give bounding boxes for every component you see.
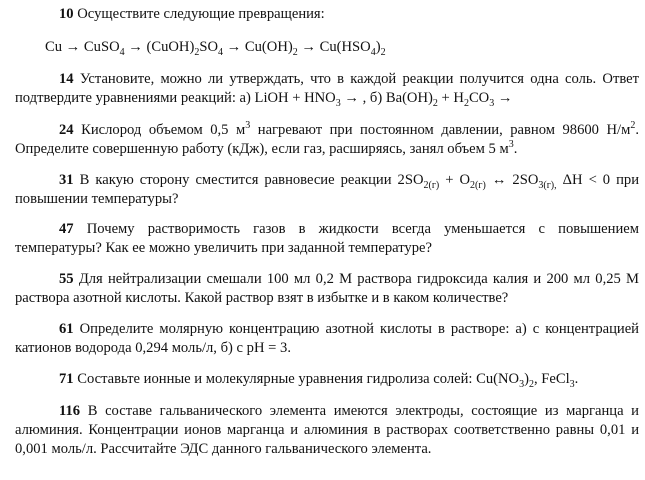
scheme-subscript: 4 (218, 46, 223, 58)
problem-24 (15, 121, 639, 159)
problem-text: Для нейтрализации смешали 100 мл 0,2 М раствора гидроксида калия и 200 мл 0,25 М раствора азотной кислоты. Какой раствор взят в избытке и в каком количестве? (15, 271, 639, 306)
problem-text: Определите молярную концентрацию азотной кислоты в растворе: а) с концентрацией катионов водорода 0,294 моль/л, б) с pH = 3. (15, 321, 639, 356)
problem-text-part: → (494, 90, 513, 106)
scheme-subscript: 2 (380, 46, 386, 58)
scheme-part: → Cu(OH) (223, 39, 293, 55)
problem-text: Кислород объемом 0,5 м (81, 122, 246, 138)
problem-text-part: + H (437, 90, 464, 106)
unit-superscript: 2 (630, 120, 636, 132)
formula-subscript: 3 (569, 378, 575, 390)
problem-number: 24 (59, 122, 74, 138)
problem-text-part: . (513, 141, 518, 157)
problem-text-part: . Определите совершенную работу (кДж), если газ, расширяясь, занял объем 5 м (15, 122, 639, 157)
problem-number: 31 (59, 172, 74, 188)
problem-text-part: → , б) Ba(OH) (340, 90, 433, 106)
scheme-part: → (CuOH) (124, 39, 195, 55)
problem-text-part: , FeCl (533, 371, 570, 387)
problem-14 (15, 70, 639, 108)
problem-71 (15, 370, 639, 389)
problem-number: 55 (59, 271, 74, 287)
formula-subscript: 3 (489, 97, 495, 109)
problem-number: 116 (59, 403, 81, 419)
problem-text: Установите, можно ли утверждать, что в каждой реакции получится одна соль. Ответ подтвердите уравнениями реакций: а) LiOH + HNO (15, 71, 640, 106)
problem-text-part: ↔ 2SO (485, 172, 539, 188)
problem-text: В составе гальванического элемента имеются электроды, состоящие из марганца и алюминия. Концентрации ионов марганца и алюминия в растворах соответственно равны 0,01 и 0,001 моль/л. Рассчитайте ЭДС данного гальванического элемента. (15, 403, 639, 457)
problem-text-part: ) (524, 371, 529, 387)
problem-55 (15, 270, 639, 308)
problem-31 (15, 171, 639, 209)
formula-subscript: 3 (335, 97, 341, 109)
problem-text: Составьте ионные и молекулярные уравнения гидролиза солей: Cu(NO (77, 371, 520, 387)
problem-text-part: . (574, 371, 579, 387)
formula-subscript: 2 (463, 97, 469, 109)
problem-number: 47 (59, 221, 74, 237)
scheme-part: ) (375, 39, 381, 55)
problem-10 (15, 5, 639, 24)
problem-text-part: CO (468, 90, 490, 106)
problem-text: Почему растворимость газов в жидкости всегда уменьшается с повышением температуры? Как ее можно увеличить при заданной температуре? (15, 221, 639, 256)
problem-number: 71 (59, 371, 74, 387)
problem-61 (15, 320, 639, 358)
formula-subscript: 3(г), (538, 179, 557, 191)
problem-text: В какую сторону сместится равновесие реакции 2SO (79, 172, 424, 188)
problem-text-part: нагревают при постоянном давлении, равном 98600 Н/м (250, 122, 631, 138)
problem-text-part: ΔH < 0 при повышении температуры? (15, 172, 640, 207)
scheme-subscript: 4 (370, 46, 376, 58)
scheme-part: → Cu(HSO (297, 39, 371, 55)
problem-47 (15, 220, 639, 258)
formula-subscript: 2 (528, 378, 534, 390)
scheme-part: Cu → CuSO (45, 39, 120, 55)
formula-subscript: 2(г) (423, 179, 440, 191)
problem-text-part: + O (439, 172, 471, 188)
problem-number: 14 (59, 71, 74, 87)
problem-116 (15, 402, 639, 459)
scheme-subscript: 2 (194, 46, 200, 58)
scheme-subscript: 4 (119, 46, 125, 58)
problem-number: 10 (59, 6, 74, 22)
scheme-subscript: 2 (292, 46, 298, 58)
problem-number: 61 (59, 321, 74, 337)
unit-superscript: 3 (508, 139, 514, 151)
formula-subscript: 2 (432, 97, 438, 109)
formula-subscript: 3 (519, 378, 525, 390)
problem-text: Осуществите следующие превращения: (77, 6, 325, 22)
transformation-scheme (15, 38, 639, 57)
scheme-part: SO (199, 39, 218, 55)
unit-superscript: 3 (245, 120, 251, 132)
formula-subscript: 2(г) (470, 179, 486, 191)
